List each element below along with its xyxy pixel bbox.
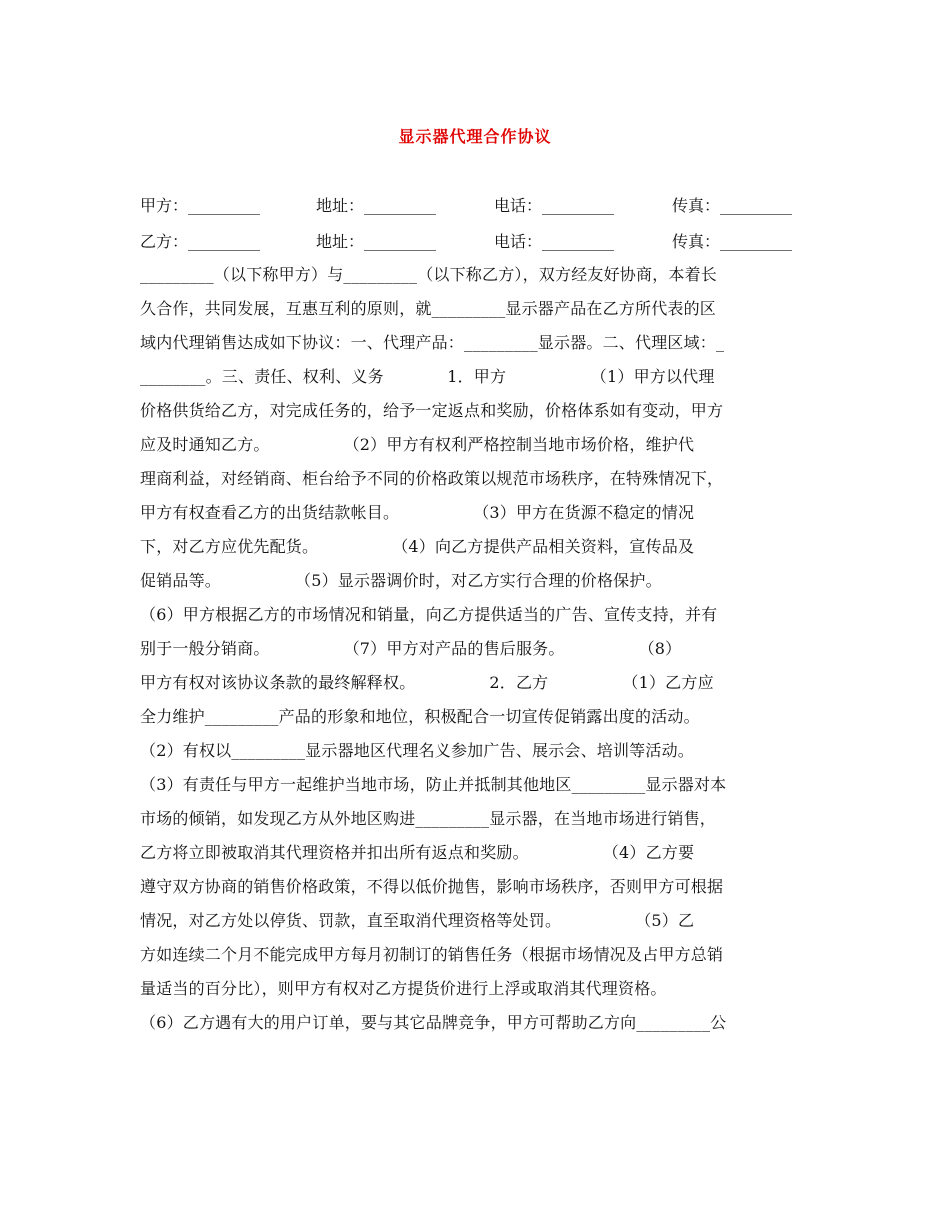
body-line: 应及时通知乙方。 （2）甲方有权利严格控制当地市场价格，维护代 [140,435,695,454]
document-title: 显示器代理合作协议 [398,127,552,146]
body-line: 甲方有权查看乙方的出货结款帐目。 （3）甲方在货源不稳定的情况 [140,503,695,522]
body-line: 别于一般分销商。 （7）甲方对产品的售后服务。 （8） [140,639,682,658]
body-line: （3）有责任与甲方一起维护当地市场，防止并抵制其他地区_________显示器对本 [140,775,727,794]
party-a-label: 甲方：_________ [140,196,261,215]
party-b-row [140,230,812,254]
body-line: （6）甲方根据乙方的市场情况和销量，向乙方提供适当的广告、宣传支持，并有 [140,605,718,624]
party-b-address: 地址：_________ [316,232,437,251]
body-line: 久合作，共同发展，互惠互利的原则，就_________显示器产品在乙方所代表的区 [140,299,717,318]
body-line: 遵守双方协商的销售价格政策，不得以低价抛售，影响市场秩序，否则甲方可根据 [140,877,724,896]
body-line: 全力维护_________产品的形象和地位，积极配合一切宣传促销露出度的活动。 [140,707,700,726]
body-line: 下，对乙方应优先配货。 （4）向乙方提供产品相关资料，宣传品及 [140,537,695,556]
body-line: 情况，对乙方处以停货、罚款，直至取消代理资格等处罚。 （5）乙 [140,911,695,930]
party-b-phone: 电话：_________ [494,232,615,251]
body-line: ________。三、责任、权利、义务 1．甲方 （1）甲方以代理 [140,367,715,386]
body-line: 乙方将立即被取消其代理资格并扣出所有返点和奖励。 （4）乙方要 [140,843,695,862]
party-b-label: 乙方：_________ [140,232,261,251]
body-line: 量适当的百分比），则甲方有权对乙方提货价进行上浮或取消其代理资格。 [140,979,667,998]
body-line: 方如连续二个月不能完成甲方每月初制订的销售任务（根据市场情况及占甲方总销 [140,945,724,964]
body-line: （6）乙方遇有大的用户订单，要与其它品牌竞争，甲方可帮助乙方向_________公 [140,1013,727,1032]
body-line: 域内代理销售达成如下协议：一、代理产品：_________显示器。二、代理区域：_ [140,333,725,352]
body-line: 市场的倾销，如发现乙方从外地区购进_________显示器，在当地市场进行销售， [140,809,717,828]
party-b-fax: 传真：_________ [672,232,793,251]
body-line: 促销品等。 （5）显示器调价时，对乙方实行合理的价格保护。 [140,571,662,590]
body-line: _________（以下称甲方）与_________（以下称乙方），双方经友好协商，本着长 [140,265,718,284]
party-a-row [140,194,812,218]
body-line: 价格供货给乙方，对完成任务的，给予一定返点和奖励，价格体系如有变动，甲方 [140,401,724,420]
body-line: 甲方有权对该协议条款的最终解释权。 2．乙方 （1）乙方应 [140,673,714,692]
body-line: 理商利益，对经销商、柜台给予不同的价格政策以规范市场秩序，在特殊情况下， [140,469,724,488]
party-a-address: 地址：_________ [316,196,437,215]
party-a-phone: 电话：_________ [494,196,615,215]
body-line: （2）有权以_________显示器地区代理名义参加广告、展示会、培训等活动。 [140,741,694,760]
agreement-body [140,258,812,1040]
party-a-fax: 传真：_________ [672,196,793,215]
